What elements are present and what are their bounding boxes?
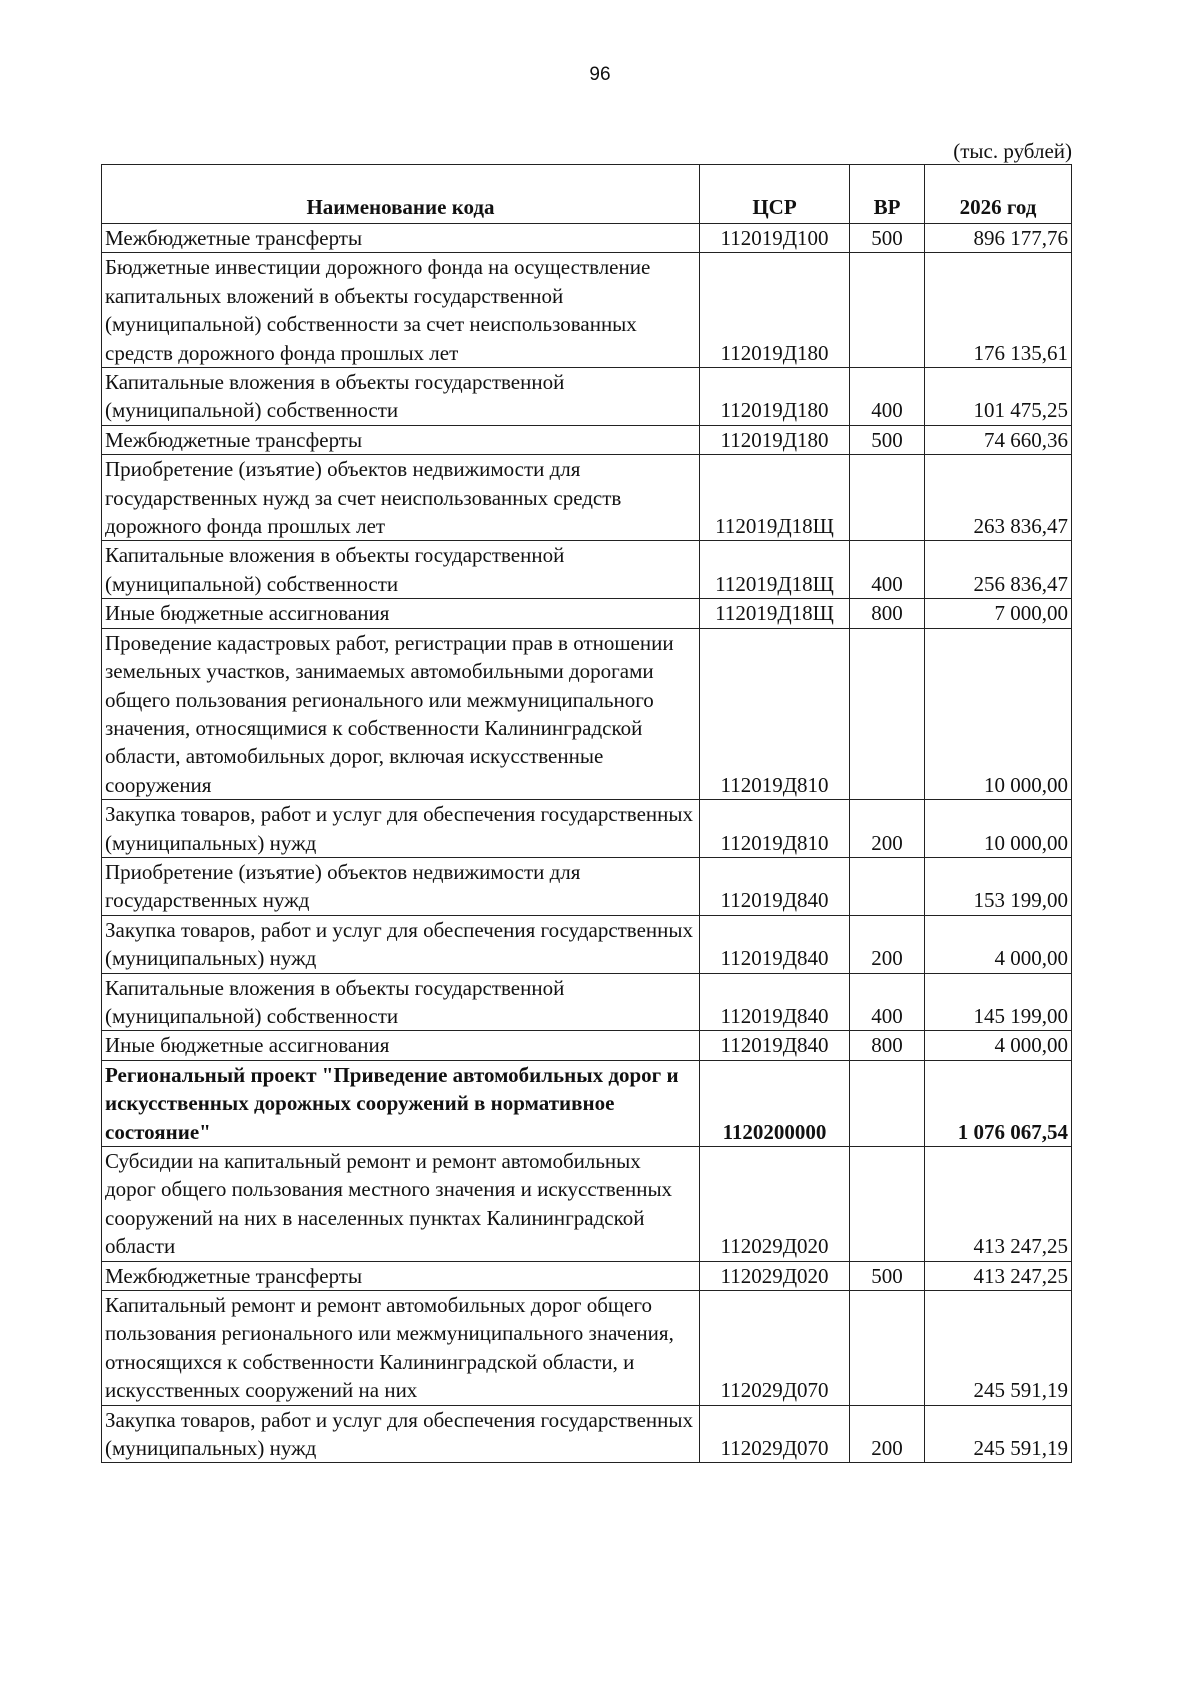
cell-amount: 256 836,47 — [925, 541, 1072, 599]
cell-code: 112029Д020 — [700, 1261, 850, 1290]
table-row — [102, 1405, 1072, 1463]
cell-name: Региональный проект "Приведение автомобильных дорог и искусственных дорожных сооружений в нормативное состояние" — [102, 1060, 700, 1146]
header-vr: ВР — [850, 165, 925, 224]
cell-amount: 101 475,25 — [925, 368, 1072, 426]
cell-name: Закупка товаров, работ и услуг для обеспечения государственных (муниципальных) нужд — [102, 1405, 700, 1463]
cell-name: Межбюджетные трансферты — [102, 1261, 700, 1290]
cell-amount: 4 000,00 — [925, 915, 1072, 973]
cell-code: 1120200000 — [700, 1060, 850, 1146]
table-row — [102, 857, 1072, 915]
cell-code: 112019Д840 — [700, 973, 850, 1031]
table-body — [102, 224, 1072, 1463]
cell-name: Субсидии на капитальный ремонт и ремонт автомобильных дорог общего пользования местного значения и искусственных сооружений на них в населенных пунктах Калининградской области — [102, 1147, 700, 1262]
cell-amount: 145 199,00 — [925, 973, 1072, 1031]
cell-name: Капитальный ремонт и ремонт автомобильных дорог общего пользования регионального или межмуниципального значения, относящихся к собственности Калининградской области, и искусственных сооружений на них — [102, 1291, 700, 1406]
cell-code: 112019Д180 — [700, 368, 850, 426]
cell-code: 112029Д020 — [700, 1147, 850, 1262]
cell-vr — [850, 253, 925, 368]
cell-vr: 400 — [850, 973, 925, 1031]
table-row — [102, 1031, 1072, 1060]
table-row — [102, 1147, 1072, 1262]
cell-vr — [850, 1291, 925, 1406]
cell-name: Закупка товаров, работ и услуг для обеспечения государственных (муниципальных) нужд — [102, 915, 700, 973]
cell-code: 112019Д18Щ — [700, 599, 850, 628]
cell-amount: 245 591,19 — [925, 1405, 1072, 1463]
cell-amount: 153 199,00 — [925, 857, 1072, 915]
table-row — [102, 224, 1072, 253]
table-row — [102, 425, 1072, 454]
cell-vr: 500 — [850, 1261, 925, 1290]
table-row — [102, 800, 1072, 858]
cell-amount: 1 076 067,54 — [925, 1060, 1072, 1146]
cell-amount: 413 247,25 — [925, 1261, 1072, 1290]
cell-amount: 4 000,00 — [925, 1031, 1072, 1060]
cell-vr — [850, 628, 925, 799]
table-header — [102, 165, 1072, 224]
cell-name: Проведение кадастровых работ, регистрации прав в отношении земельных участков, занимаемых автомобильными дорогами общего пользования регионального или межмуниципального значения, относящимися к собственности Калининградской области, автомобильных дорог, включая искусственные сооружения — [102, 628, 700, 799]
cell-code: 112019Д100 — [700, 224, 850, 253]
cell-vr: 200 — [850, 1405, 925, 1463]
cell-vr — [850, 857, 925, 915]
header-name: Наименование кода — [102, 165, 700, 224]
budget-table — [101, 164, 1072, 1463]
cell-name: Капитальные вложения в объекты государственной (муниципальной) собственности — [102, 368, 700, 426]
cell-vr: 500 — [850, 425, 925, 454]
table-row — [102, 455, 1072, 541]
table-row — [102, 599, 1072, 628]
cell-amount: 245 591,19 — [925, 1291, 1072, 1406]
cell-name: Бюджетные инвестиции дорожного фонда на осуществление капитальных вложений в объекты государственной (муниципальной) собственности за счет неиспользованных средств дорожного фонда прошлых лет — [102, 253, 700, 368]
cell-vr: 200 — [850, 915, 925, 973]
cell-name: Иные бюджетные ассигнования — [102, 1031, 700, 1060]
header-row — [102, 165, 1072, 224]
header-code: ЦСР — [700, 165, 850, 224]
cell-code: 112019Д810 — [700, 628, 850, 799]
cell-amount: 10 000,00 — [925, 800, 1072, 858]
table-row — [102, 1291, 1072, 1406]
cell-code: 112019Д840 — [700, 915, 850, 973]
cell-amount: 7 000,00 — [925, 599, 1072, 628]
cell-code: 112019Д180 — [700, 253, 850, 368]
table-row — [102, 628, 1072, 799]
cell-code: 112019Д180 — [700, 425, 850, 454]
cell-amount: 176 135,61 — [925, 253, 1072, 368]
page-number: 96 — [589, 64, 611, 85]
table-row — [102, 541, 1072, 599]
cell-name: Иные бюджетные ассигнования — [102, 599, 700, 628]
header-amount: 2026 год — [925, 165, 1072, 224]
cell-name: Межбюджетные трансферты — [102, 224, 700, 253]
cell-vr: 500 — [850, 224, 925, 253]
cell-code: 112019Д18Щ — [700, 455, 850, 541]
cell-amount: 896 177,76 — [925, 224, 1072, 253]
units-note: (тыс. рублей) — [953, 139, 1072, 163]
cell-name: Межбюджетные трансферты — [102, 425, 700, 454]
table-row — [102, 915, 1072, 973]
cell-vr: 400 — [850, 368, 925, 426]
cell-vr: 200 — [850, 800, 925, 858]
cell-code: 112019Д18Щ — [700, 541, 850, 599]
cell-amount: 74 660,36 — [925, 425, 1072, 454]
cell-name: Капитальные вложения в объекты государственной (муниципальной) собственности — [102, 541, 700, 599]
cell-code: 112019Д840 — [700, 1031, 850, 1060]
cell-name: Приобретение (изъятие) объектов недвижимости для государственных нужд за счет неиспользованных средств дорожного фонда прошлых лет — [102, 455, 700, 541]
cell-code: 112019Д810 — [700, 800, 850, 858]
cell-amount: 263 836,47 — [925, 455, 1072, 541]
cell-code: 112019Д840 — [700, 857, 850, 915]
cell-vr — [850, 1060, 925, 1146]
table-row — [102, 1261, 1072, 1290]
cell-name: Закупка товаров, работ и услуг для обеспечения государственных (муниципальных) нужд — [102, 800, 700, 858]
cell-name: Капитальные вложения в объекты государственной (муниципальной) собственности — [102, 973, 700, 1031]
cell-vr — [850, 1147, 925, 1262]
cell-amount: 10 000,00 — [925, 628, 1072, 799]
cell-amount: 413 247,25 — [925, 1147, 1072, 1262]
cell-vr: 800 — [850, 599, 925, 628]
cell-vr: 800 — [850, 1031, 925, 1060]
table-row — [102, 973, 1072, 1031]
table-row — [102, 253, 1072, 368]
cell-vr: 400 — [850, 541, 925, 599]
cell-code: 112029Д070 — [700, 1405, 850, 1463]
cell-vr — [850, 455, 925, 541]
cell-name: Приобретение (изъятие) объектов недвижимости для государственных нужд — [102, 857, 700, 915]
table-row — [102, 1060, 1072, 1146]
table-row — [102, 368, 1072, 426]
cell-code: 112029Д070 — [700, 1291, 850, 1406]
